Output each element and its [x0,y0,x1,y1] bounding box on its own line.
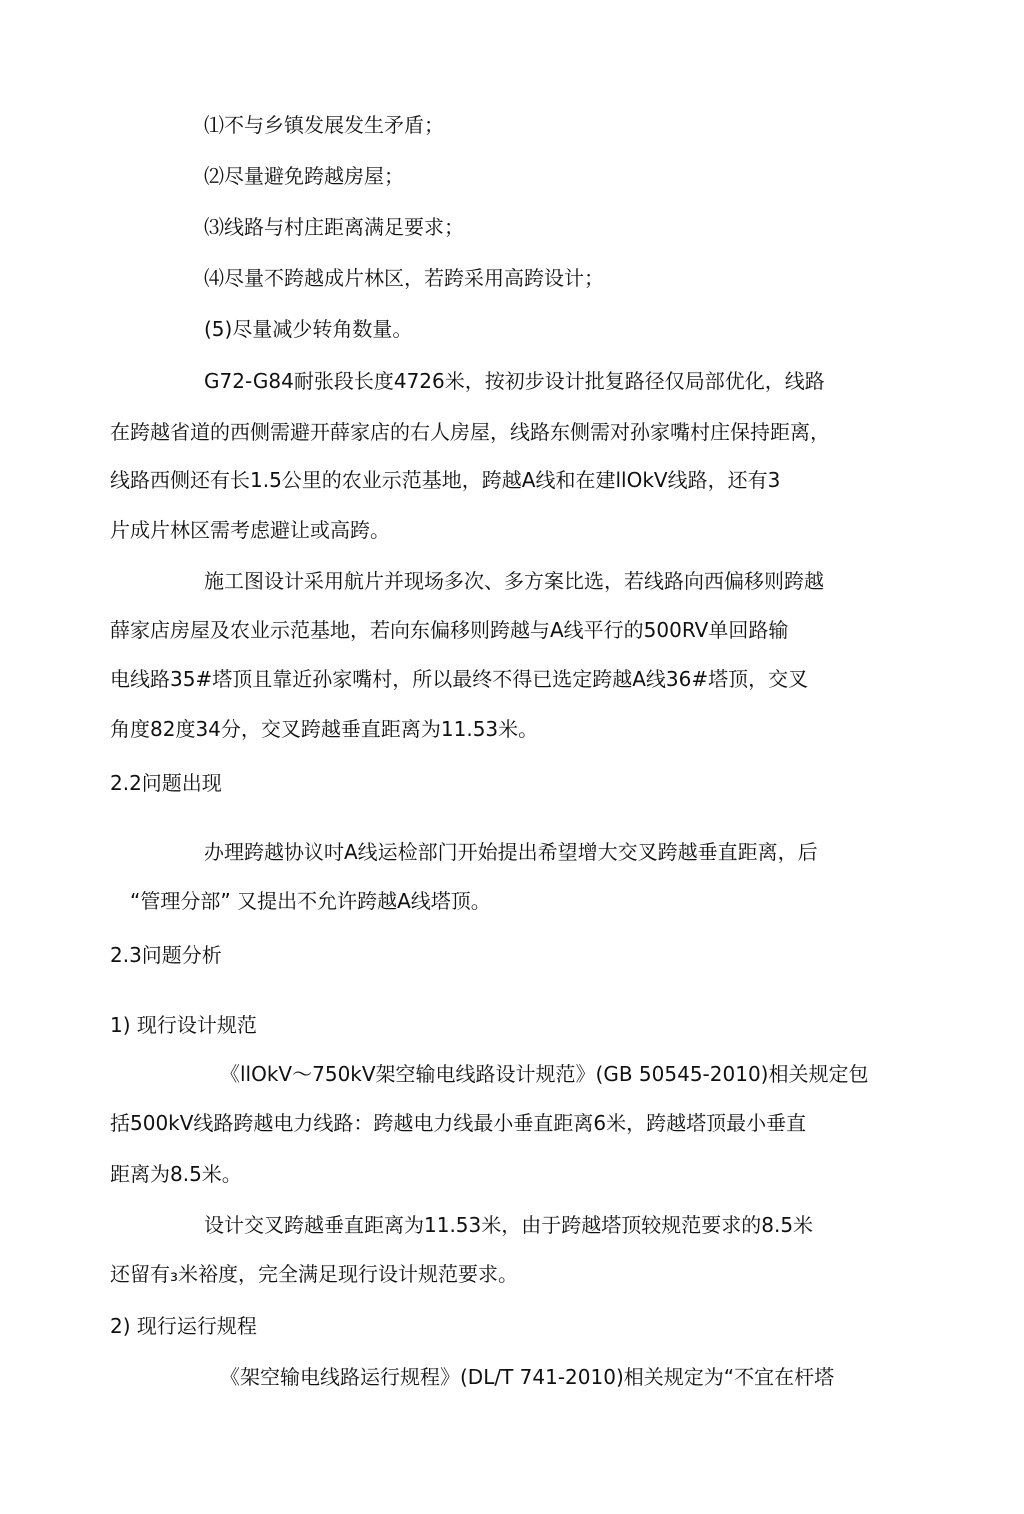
paragraph-line: 线路西侧还有长1.5公里的农业示范基地，跨越A线和在建llOkV线路，还有3 [110,468,781,492]
subsection-heading: 2) 现行运行规程 [110,1314,257,1338]
paragraph-line: G72-G84耐张段长度4726米，按初步设计批复路径仅局部优化，线路 [204,369,825,393]
paragraph-line: 距离为8.5米。 [110,1162,242,1186]
paragraph-line: 在跨越省道的西侧需避开薛家店的右人房屋，线路东侧需对孙家嘴村庄保持距离， [110,420,830,444]
list-item: ⑶线路与村庄距离满足要求； [204,215,464,239]
paragraph-line: 办理跨越协议吋A线运检部门开始提出希望增大交叉跨越垂直距离，后 [204,840,818,864]
subsection-heading: 1) 现行设计规范 [110,1013,257,1037]
paragraph-line: 设计交叉跨越垂直距离为11.53米，由于跨越塔顶较规范要求的8.5米 [204,1213,814,1237]
section-heading: 2.3问题分析 [110,943,222,967]
paragraph-line: 还留有₃米裕度，完全满足现行设计规范要求。 [110,1262,519,1286]
paragraph-line: 《架空输电线路运行规程》(DL/T 741-2010)相关规定为“不宜在杆塔 [220,1365,835,1389]
list-item: ⑷尽量不跨越成片林区，若跨采用高跨设计； [204,266,604,290]
section-heading: 2.2问题出现 [110,771,222,795]
list-item: ⑵尽量避免跨越房屋； [204,164,404,188]
paragraph-line: 电线路35#塔顶且靠近孙家嘴村，所以最终不得已选定跨越A线36#塔顶，交叉 [110,667,809,691]
list-item: (5)尽量减少转角数量。 [204,317,413,341]
paragraph-line: “管理分部” 又提出不允许跨越A线塔顶。 [130,889,491,913]
paragraph-line: 施工图设计采用航片并现场多次、多方案比选，若线路向西偏移则跨越 [204,569,824,593]
paragraph-line: 《llOkV～750kV架空输电线路设计规范》(GB 50545-2010)相关规定包 [220,1062,869,1086]
list-item: ⑴不与乡镇发展发生矛盾； [204,113,444,137]
paragraph-line: 括500kV线路跨越电力线路：跨越电力线最小垂直距离6米，跨越塔顶最小垂直 [110,1111,807,1135]
paragraph-line: 片成片林区需考虑避让或高跨。 [110,518,390,542]
paragraph-line: 薛家店房屋及农业示范基地，若向东偏移则跨越与A线平行的500RV单回路输 [110,618,789,642]
paragraph-line: 角度82度34分，交叉跨越垂直距离为11.53米。 [110,717,539,741]
